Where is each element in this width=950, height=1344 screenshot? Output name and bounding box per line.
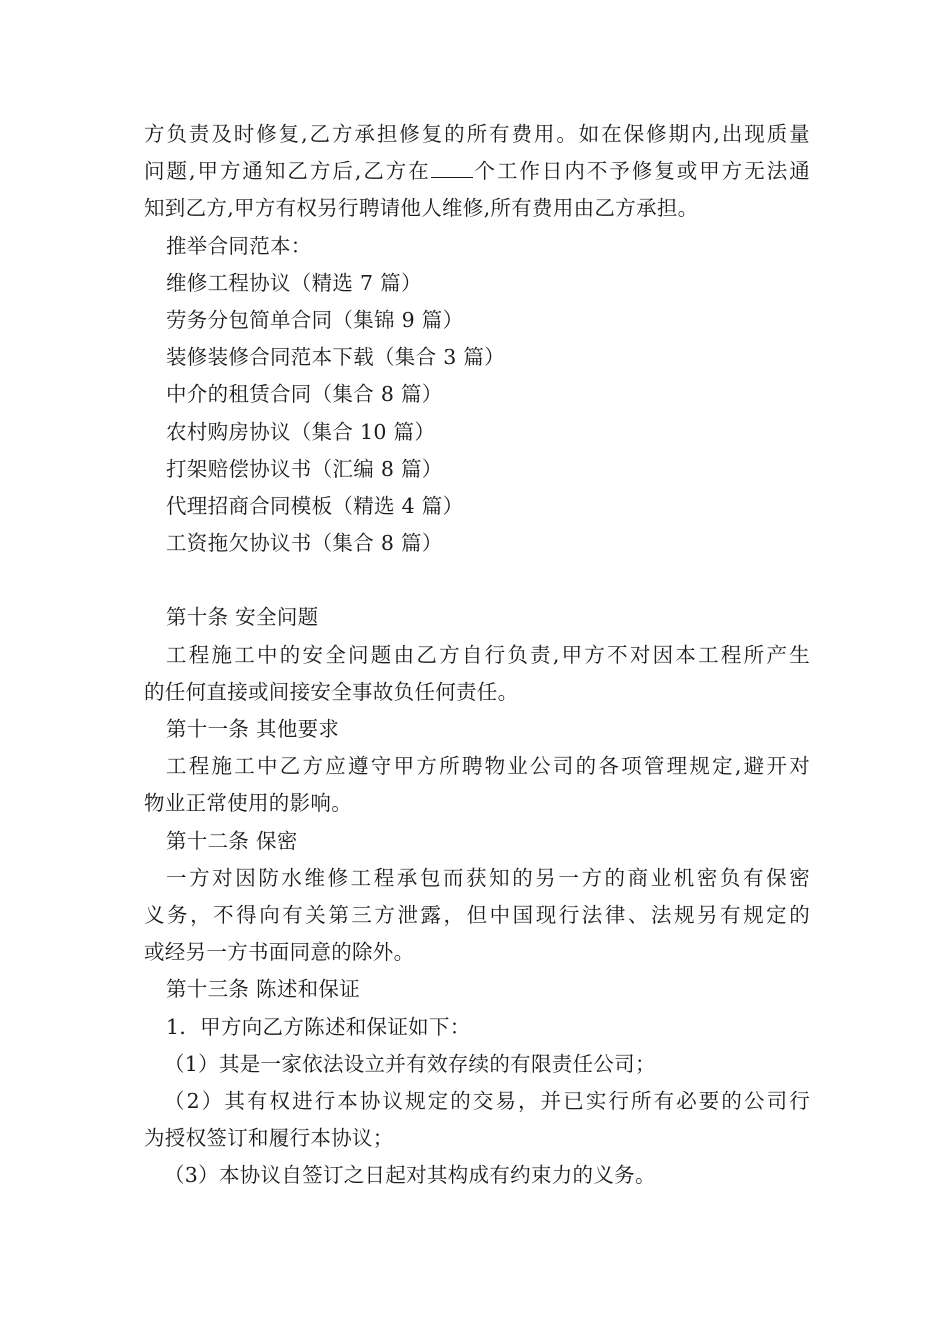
article11-line2: 物业正常使用的影响。 xyxy=(144,791,352,816)
recommend-link[interactable]: 劳务分包简单合同（集锦 9 篇） xyxy=(166,307,464,332)
recommend-link[interactable]: 代理招商合同模板（精选 4 篇） xyxy=(166,493,464,518)
recommend-heading: 推举合同范本： xyxy=(166,233,312,258)
recommend-link[interactable]: 工资拖欠协议书（集合 8 篇） xyxy=(166,531,443,556)
article12-title: 第十二条 保密 xyxy=(166,828,298,853)
recommend-link[interactable]: 打架赔偿协议书（汇编 8 篇） xyxy=(166,456,443,481)
article10-title: 第十条 安全问题 xyxy=(166,605,319,630)
repair-paragraph-line3: 知到乙方,甲方有权另行聘请他人维修,所有费用由乙方承担。 xyxy=(144,196,699,221)
recommend-link[interactable]: 农村购房协议（集合 10 篇） xyxy=(166,419,436,444)
recommend-link[interactable]: 中介的租赁合同（集合 8 篇） xyxy=(166,382,443,407)
article12-line2: 义务，不得向有关第三方泄露，但中国现行法律、法规另有规定的 xyxy=(144,902,810,927)
article13-sub2-line1: （2）其有权进行本协议规定的交易，并已实行所有必要的公司行 xyxy=(164,1088,810,1113)
article10-line2: 的任何直接或间接安全事故负任何责任。 xyxy=(144,679,519,704)
article12-line3: 或经另一方书面同意的除外。 xyxy=(144,940,415,965)
repair-paragraph-line1: 方负责及时修复,乙方承担修复的所有费用。如在保修期内,出现质量 xyxy=(144,122,810,146)
recommend-link[interactable]: 维修工程协议（精选 7 篇） xyxy=(166,270,422,295)
article13-sub2-line2: 为授权签订和履行本协议； xyxy=(144,1126,394,1151)
repair-line2-after: 个工作日内不予修复或甲方无法通 xyxy=(472,159,811,184)
article11-title: 第十一条 其他要求 xyxy=(166,717,340,741)
article13-sub1: （1）其是一家依法设立并有效存续的有限责任公司； xyxy=(164,1051,656,1076)
article13-title: 第十三条 陈述和保证 xyxy=(166,977,361,1002)
article13-item1: 1．甲方向乙方陈述和保证如下： xyxy=(166,1014,471,1039)
article13-sub3: （3）本协议自签订之日起对其构成有约束力的义务。 xyxy=(164,1163,656,1188)
repair-line2-before: 问题,甲方通知乙方后,乙方在 xyxy=(144,159,431,184)
recommend-link[interactable]: 装修装修合同范本下载（集合 3 篇） xyxy=(166,345,505,370)
repair-paragraph-line2 xyxy=(144,153,810,190)
article11-line1: 工程施工中乙方应遵守甲方所聘物业公司的各项管理规定,避开对 xyxy=(166,754,810,779)
blank-days-field xyxy=(431,159,473,178)
article10-line1: 工程施工中的安全问题由乙方自行负责,甲方不对因本工程所产生 xyxy=(166,642,810,667)
spacer xyxy=(144,562,810,599)
article12-line1: 一方对因防水维修工程承包而获知的另一方的商业机密负有保密 xyxy=(166,865,810,890)
document-body xyxy=(144,116,810,1194)
